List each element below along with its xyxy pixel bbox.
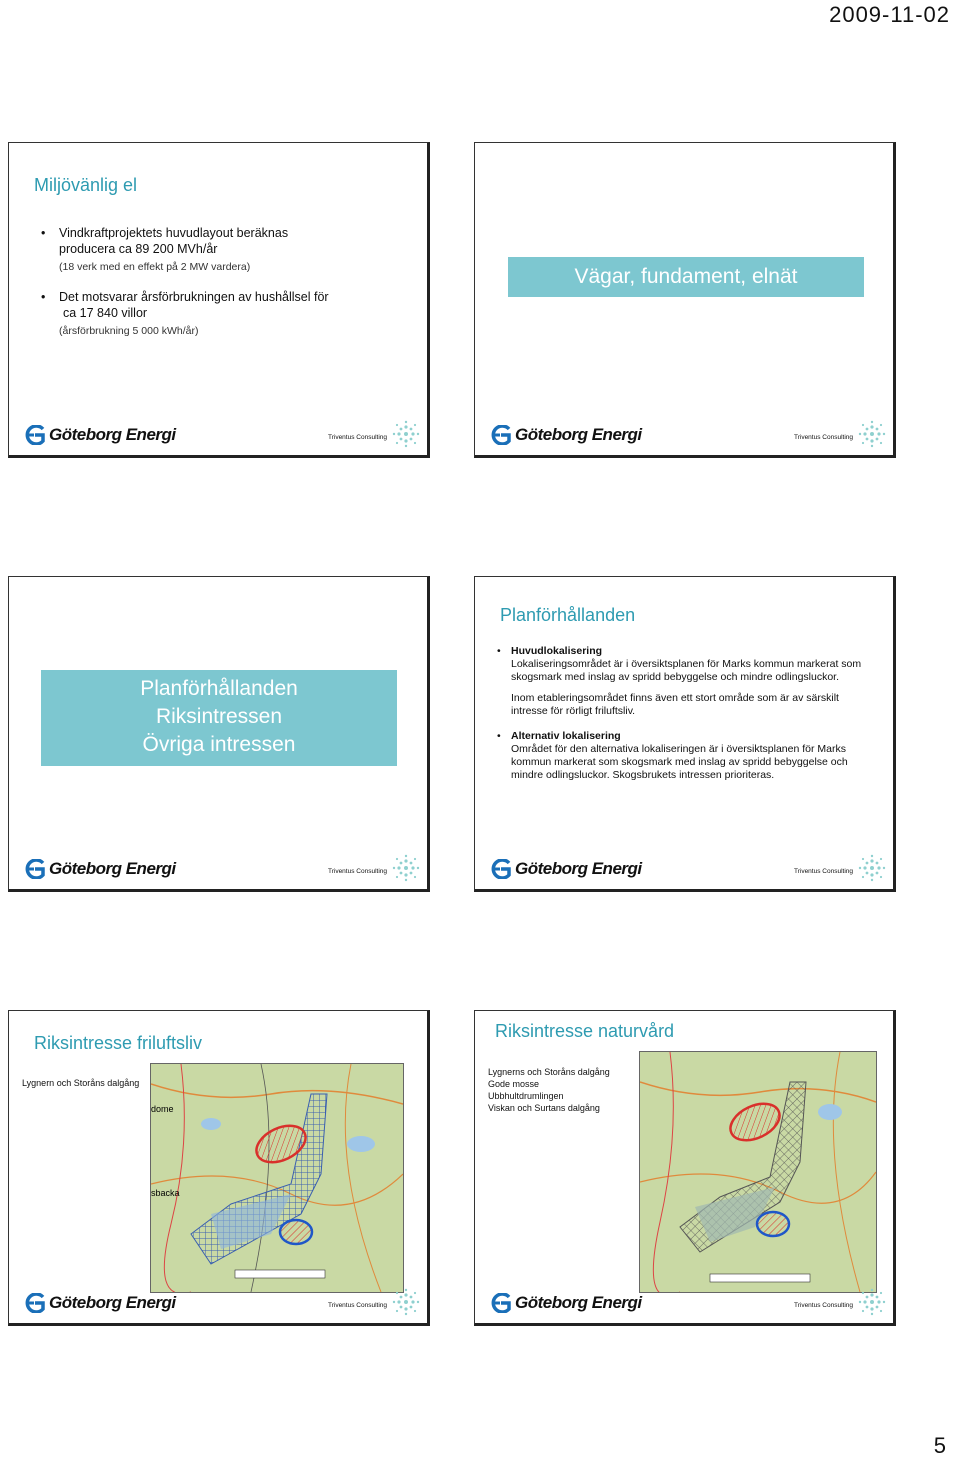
bullet-subtext: (18 verk med en effekt på 2 MW vardera) (59, 261, 251, 273)
ge-logo-icon (489, 425, 515, 445)
ge-logo-icon (23, 859, 49, 879)
bullet-text: • Det motsvarar årsförbrukningen av hushållsel för (59, 290, 329, 304)
slide-planforhallanden (474, 576, 896, 892)
ge-logo-icon (489, 1293, 515, 1313)
logo-text: Göteborg Energi (49, 859, 176, 878)
goteborg-energi-logo (489, 857, 642, 881)
bullet-item (59, 289, 404, 339)
area-list (488, 1066, 610, 1114)
bullet-item (511, 730, 871, 782)
slide-vagar-fundament-elnat (474, 142, 896, 458)
bullet-item (59, 225, 404, 275)
slide-footer (475, 845, 893, 889)
map-naturvard (639, 1051, 877, 1293)
area-list-item: Gode mosse (488, 1079, 540, 1089)
logo-text: Göteborg Energi (49, 1293, 176, 1312)
slide-footer (9, 411, 427, 455)
section-banner (41, 670, 397, 766)
topographic-map (151, 1064, 403, 1292)
area-label: Lygnern och Storåns dalgång (22, 1078, 140, 1088)
triventus-logo-icon (391, 419, 421, 449)
ge-logo-icon (489, 859, 515, 879)
logo-text: Göteborg Energi (515, 859, 642, 878)
slide-body (511, 645, 871, 794)
logo-text: Göteborg Energi (49, 425, 176, 444)
goteborg-energi-logo (23, 1291, 176, 1315)
goteborg-energi-logo (23, 857, 176, 881)
triventus-text: Triventus Consulting (327, 434, 387, 441)
bullet-subtext: (årsförbrukning 5 000 kWh/år) (59, 325, 199, 337)
ge-logo-icon (23, 1293, 49, 1313)
slide-title: Miljövänlig el (34, 175, 138, 195)
goteborg-energi-logo (489, 1291, 642, 1315)
triventus-text: Triventus Consulting (793, 868, 853, 875)
bullet-text: producera ca 89 200 MVh/år (59, 242, 218, 256)
page-number: 5 (933, 1433, 946, 1458)
logo-text: Göteborg Energi (515, 425, 642, 444)
section-banner: Vägar, fundament, elnät (508, 257, 864, 297)
area-list-item: Ubbhultdrumlingen (488, 1091, 564, 1101)
triventus-text: Triventus Consulting (793, 1302, 853, 1309)
bullet-item (511, 645, 871, 718)
slide-section-overview (8, 576, 430, 892)
triventus-text: Triventus Consulting (327, 868, 387, 875)
map-label: sbacka (151, 1188, 180, 1198)
bullet-heading: Huvudlokalisering (511, 645, 603, 657)
bullet-heading: Alternativ lokalisering (511, 730, 621, 742)
ge-logo-icon (23, 425, 49, 445)
slide-footer (475, 411, 893, 455)
banner-line: Riksintressen (155, 705, 283, 728)
slide-footer (9, 1279, 427, 1323)
slide-miljovanlig-el (8, 142, 430, 458)
slide-title: Riksintresse friluftsliv (34, 1033, 203, 1053)
slide-riksintresse-naturvard (474, 1010, 896, 1326)
area-list-item: Viskan och Surtans dalgång (488, 1103, 600, 1113)
bullet-list (59, 225, 404, 347)
slide-title: Riksintresse naturvård (495, 1021, 675, 1041)
goteborg-energi-logo (23, 423, 176, 447)
slide-riksintresse-friluftsliv (8, 1010, 430, 1326)
banner-line: Övriga intressen (142, 733, 296, 756)
map-friluftsliv (150, 1063, 404, 1293)
triventus-logo-icon (857, 419, 887, 449)
logo-text: Göteborg Energi (515, 1293, 642, 1312)
triventus-text: Triventus Consulting (327, 1302, 387, 1309)
bullet-paragraph: Lokaliseringsområdet är i översiktsplanen för Marks kommun markerat som skogsmark med inslag av spridd bebyggelse och mindre odlingsluckor. (511, 658, 862, 683)
slide-title: Planförhållanden (500, 605, 636, 625)
bullet-paragraph: Inom etableringsområdet finns även ett stort område som är av särskilt intresse för rörligt friluftsliv. (511, 692, 839, 717)
triventus-text: Triventus Consulting (793, 434, 853, 441)
slide-footer (475, 1279, 893, 1323)
triventus-logo-icon (857, 853, 887, 883)
bullet-text: ca 17 840 villor (63, 306, 148, 320)
topographic-map (640, 1052, 876, 1292)
bullet-paragraph: Området för den alternativa lokaliseringen är i översiktsplanen för Marks kommun markerat som skogsmark med inslag av spridd bebyggelse och mindre odlingsluckor. Skogsbrukets intressen prioriteras. (511, 743, 848, 781)
bullet-text: • Vindkraftprojektets huvudlayout beräknas (59, 226, 289, 240)
triventus-logo-icon (391, 1287, 421, 1317)
page-date: 2009-11-02 (829, 2, 950, 27)
triventus-logo-icon (391, 853, 421, 883)
banner-line: Planförhållanden (140, 677, 298, 700)
map-label: dome (151, 1104, 174, 1114)
slide-footer (9, 845, 427, 889)
triventus-logo-icon (857, 1287, 887, 1317)
goteborg-energi-logo (489, 423, 642, 447)
area-list-item: Lygnerns och Storåns dalgång (488, 1067, 610, 1077)
